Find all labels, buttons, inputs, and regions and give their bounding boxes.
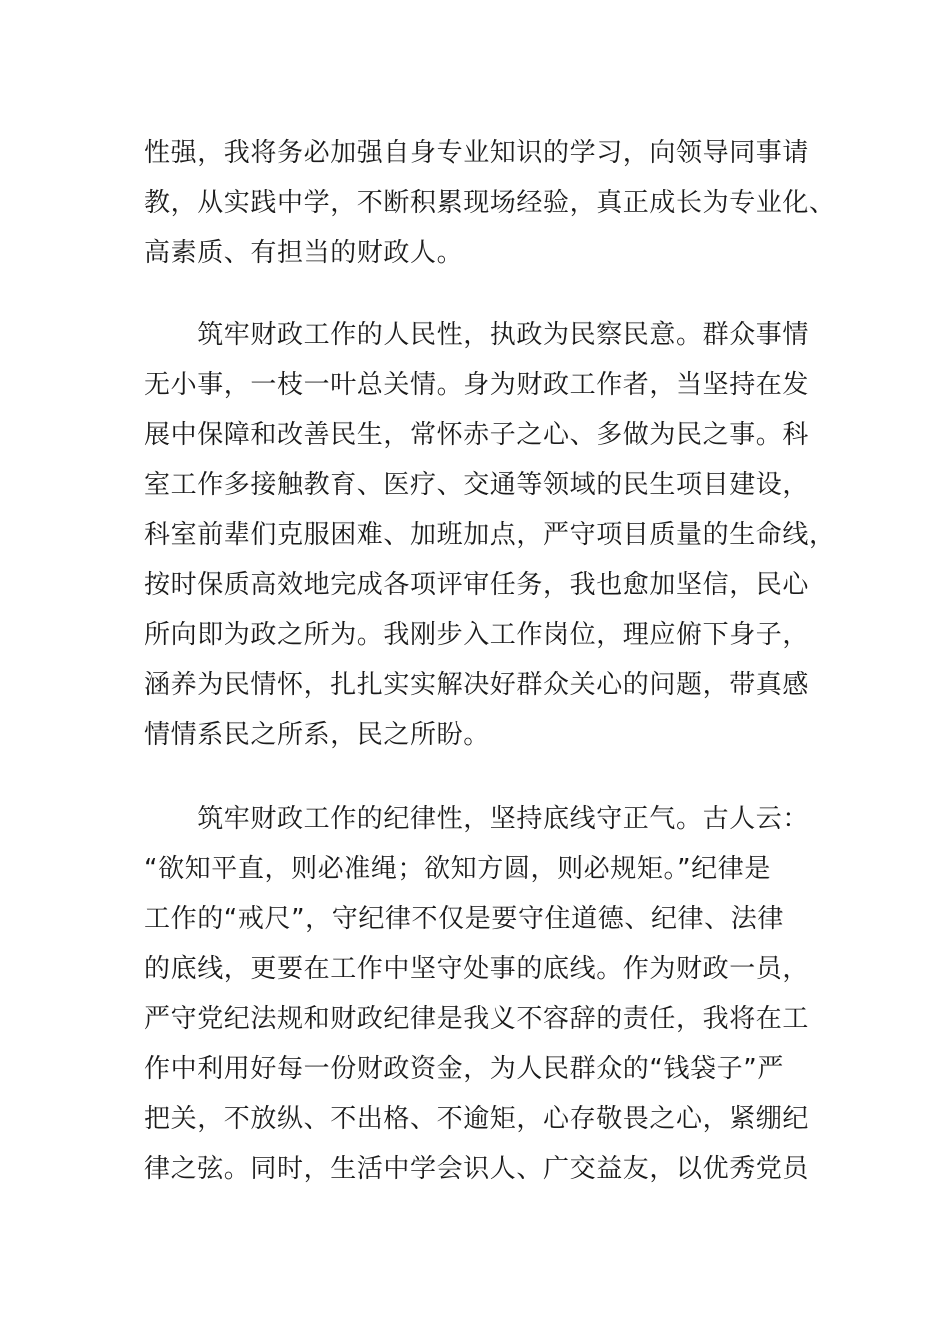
text-line: 情情系民之所系，民之所盼。	[144, 720, 490, 750]
text-line: 把关，不放纵、不出格、不逾矩，心存敬畏之心，紧绷纪	[144, 1104, 810, 1134]
text-line: 高素质、有担当的财政人。	[144, 238, 464, 268]
text-line: 展中保障和改善民生，常怀赤子之心、多做为民之事。科	[144, 420, 810, 450]
text-line: 室工作多接触教育、医疗、交通等领域的民生项目建设，	[144, 470, 810, 500]
text-line: 性强，我将务必加强自身专业知识的学习，向领导同事请	[144, 138, 810, 168]
text-line: 科室前辈们克服困难、加班加点，严守项目质量的生命线，	[144, 520, 836, 550]
text-line: “欲知平直，则必准绳；欲知方圆，则必规矩。”纪律是	[144, 854, 771, 884]
text-line: 的底线，更要在工作中坚守处事的底线。作为财政一员，	[144, 954, 810, 984]
text-line: 作中利用好每一份财政资金，为人民群众的“钱袋子”严	[144, 1054, 784, 1084]
text-line: 筑牢财政工作的纪律性，坚持底线守正气。古人云：	[144, 804, 810, 834]
text-line: 工作的“戒尺”，守纪律不仅是要守住道德、纪律、法律	[144, 904, 784, 934]
text-line: 无小事，一枝一叶总关情。身为财政工作者，当坚持在发	[144, 370, 810, 400]
text-line: 严守党纪法规和财政纪律是我义不容辞的责任，我将在工	[144, 1004, 810, 1034]
text-line: 律之弦。同时，生活中学会识人、广交益友，以优秀党员	[144, 1154, 810, 1184]
text-line: 筑牢财政工作的人民性，执政为民察民意。群众事情	[144, 320, 810, 350]
text-line: 涵养为民情怀，扎扎实实解决好群众关心的问题，带真感	[144, 670, 810, 700]
text-line: 按时保质高效地完成各项评审任务，我也愈加坚信，民心	[144, 570, 810, 600]
text-line: 教，从实践中学，不断积累现场经验，真正成长为专业化、	[144, 188, 836, 218]
text-line: 所向即为政之所为。我刚步入工作岗位，理应俯下身子，	[144, 620, 810, 650]
